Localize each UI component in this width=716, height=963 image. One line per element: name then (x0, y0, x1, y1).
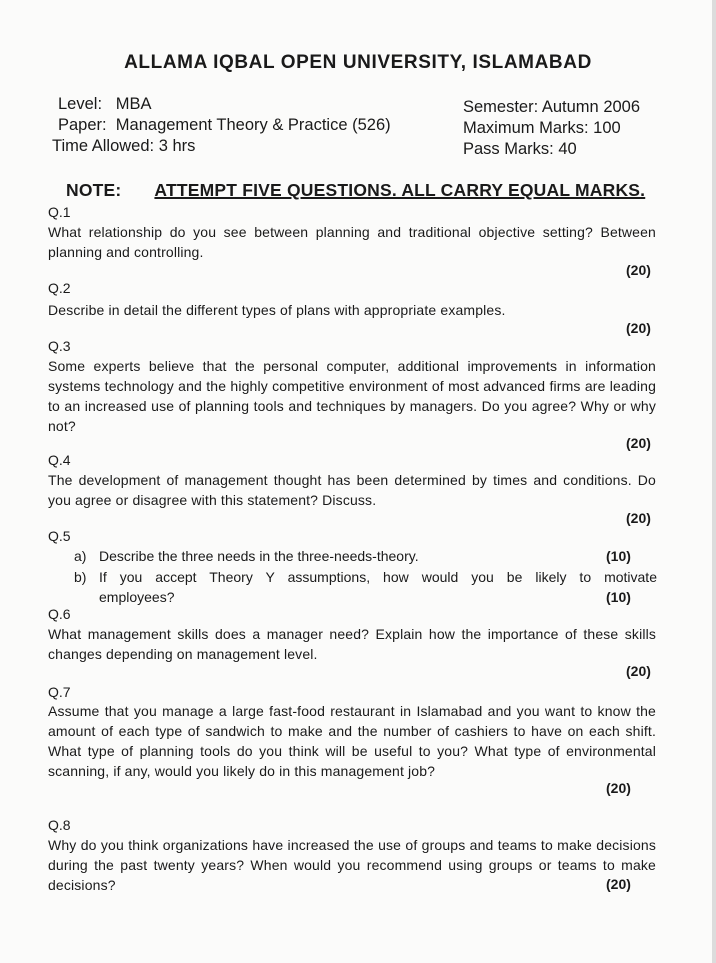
level-value: MBA (115, 95, 152, 113)
paper-row (52, 115, 391, 136)
question-text: Some experts believe that the personal computer, additional improvements in information systems technology and the highly competitive environment of most advanced firms are leading to an increased use of planning tools and techniques by managers. Do you agree? Why or why not? (48, 358, 656, 434)
note-text: ATTEMPT FIVE QUESTIONS. ALL CARRY EQUAL MARKS. (154, 180, 646, 200)
question-text: What management skills does a manager need? Explain how the importance of these skills changes depending on management level. (48, 626, 656, 662)
question-marks: (20) (626, 435, 651, 451)
question-marks: (20) (626, 663, 651, 679)
instructions-note (66, 180, 645, 201)
pass-marks: Pass Marks: 40 (463, 140, 577, 158)
sub-question-marks: (10) (606, 589, 631, 605)
question-number: Q.8 (48, 817, 71, 833)
sub-question-text: Describe the three needs in the three-needs-theory. (99, 548, 419, 564)
semester: Semester: Autumn 2006 (463, 98, 641, 116)
question-number: Q.2 (48, 280, 71, 296)
question-number: Q.1 (48, 204, 71, 220)
question-marks: (20) (626, 262, 651, 278)
question-text: Assume that you manage a large fast-food restaurant in Islamabad and you want to know the amount of each type of sandwich to make and the number of cashiers to have on each shift. What type of planning tools do you think will be useful to you? What type of environmental scanning, if any, would you likely do in this management job? (48, 703, 656, 779)
sub-question-text: If you accept Theory Y assumptions, how would you be likely to motivate (99, 569, 657, 585)
question-number: Q.7 (48, 684, 71, 700)
question-text: Why do you think organizations have increased the use of groups and teams to make decisions during the past twenty years? When would you recommend using groups or teams to make decisions? (48, 837, 656, 893)
note-label: NOTE: (66, 180, 122, 200)
sub-question-letter: a) (74, 548, 87, 564)
question-text: What relationship do you see between planning and traditional objective setting? Between planning and controlling. (48, 224, 656, 260)
question-marks: (20) (626, 320, 651, 336)
level-row (52, 94, 391, 115)
university-title: ALLAMA IQBAL OPEN UNIVERSITY, ISLAMABAD (124, 52, 592, 73)
marks-details (463, 97, 640, 160)
time-label: Time Allowed: (52, 137, 155, 155)
maximum-marks: Maximum Marks: 100 (463, 119, 621, 137)
paper-value: Management Theory & Practice (526) (115, 116, 391, 134)
sub-question-letter: b) (74, 569, 87, 585)
question-number: Q.6 (48, 606, 71, 622)
level-label: Level: (58, 95, 103, 113)
paper-details (52, 94, 391, 157)
question-number: Q.3 (48, 338, 71, 354)
question-marks: (20) (606, 876, 631, 892)
question-marks: (20) (626, 510, 651, 526)
question-marks: (20) (606, 780, 631, 796)
paper-label: Paper: (58, 116, 107, 134)
sub-question-marks: (10) (606, 548, 631, 564)
question-number: Q.4 (48, 452, 71, 468)
sub-question-text-continued: employees? (99, 589, 175, 605)
question-text: Describe in detail the different types of plans with appropriate examples. (48, 302, 506, 318)
time-row (52, 136, 391, 157)
question-text: The development of management thought has been determined by times and conditions. Do you agree or disagree with this statement? Discuss. (48, 472, 656, 508)
question-number: Q.5 (48, 528, 71, 544)
time-value: 3 hrs (158, 137, 196, 155)
scan-edge (712, 0, 716, 963)
